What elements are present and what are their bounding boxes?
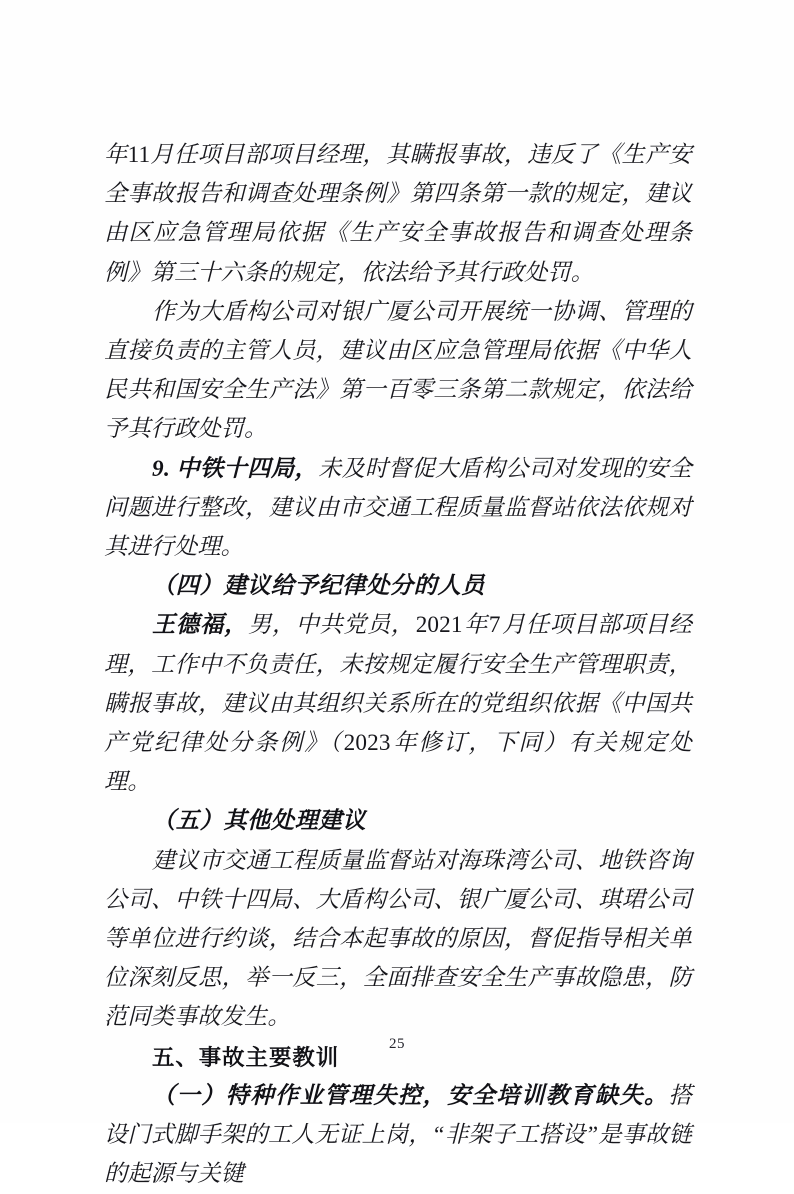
lesson-one-rest: 搭设门式脚手架的工人无证上岗，“非架子工搭设”是事故链的起源与关键 — [104, 1082, 692, 1188]
paragraph-continuation — [104, 136, 692, 293]
wang-defu-seg2: 年 — [463, 612, 488, 639]
heading-section-four: （四）建议给予纪律处分的人员 — [152, 573, 486, 600]
paragraph-lesson-one — [104, 1077, 692, 1194]
paragraph-item-9 — [104, 450, 692, 568]
wang-defu-seg1: 男，中共党员， — [248, 612, 415, 639]
item-9-rest: 未及时督促大盾构公司对发现的安全问题进行整改，建议由市交通工程质量监督站依法依规对其进行处理。 — [104, 455, 692, 561]
heading-section-five: （五）其他处理建议 — [152, 808, 367, 835]
heading-chapter-five: 五、事故主要教训 — [152, 1044, 340, 1070]
paragraph-continuation-prefix: 年 — [104, 142, 128, 168]
item-9-lead: 9. 中铁十四局， — [152, 455, 319, 482]
paragraph-continuation-rest: 月任项目部项目经理，其瞒报事故，违反了《生产安全事故报告和调查处理条例》第四条第一款的规定，建议由区应急管理局依据《生产安全事故报告和调查处理条例》第三十六条的规定，依法给予其行政处罚。 — [104, 142, 692, 286]
page-number: 25 — [389, 1036, 405, 1052]
paragraph-continuation-number: 11 — [127, 142, 151, 168]
wang-defu-name: 王德福， — [152, 612, 249, 639]
wang-defu-year-2023: 2023 — [343, 730, 391, 757]
wang-defu-seg4: 年修订，下同）有关规定处理。 — [104, 730, 692, 796]
paragraph-wang-defu — [104, 606, 692, 802]
lesson-one-lead: （一）特种作业管理失控，安全培训教育缺失。 — [152, 1082, 669, 1109]
paragraph-other-recommendations: 建议市交通工程质量监督站对海珠湾公司、地铁咨询公司、中铁十四局、大盾构公司、银广厦公司、琪珺公司等单位进行约谈，结合本起事故的原因，督促指导相关单位深刻反思，举一反三，全面排查安全生产事故隐患，防范同类事故发生。 — [104, 847, 692, 1031]
wang-defu-month-7: 7 — [488, 612, 501, 639]
paragraph-supervisor: 作为大盾构公司对银广厦公司开展统一协调、管理的直接负责的主管人员，建议由区应急管理局依据《中华人民共和国安全生产法》第一百零三条第二款规定，依法给予其行政处罚。 — [104, 298, 692, 443]
wang-defu-year-2021: 2021 — [415, 612, 463, 639]
wang-defu-seg3: 月任项目部项目经理，工作中不负责任，未按规定履行安全生产管理职责，瞒报事故，建议由其组织关系所在的党组织依据《中国共产党纪律处分条例》（ — [104, 612, 692, 757]
